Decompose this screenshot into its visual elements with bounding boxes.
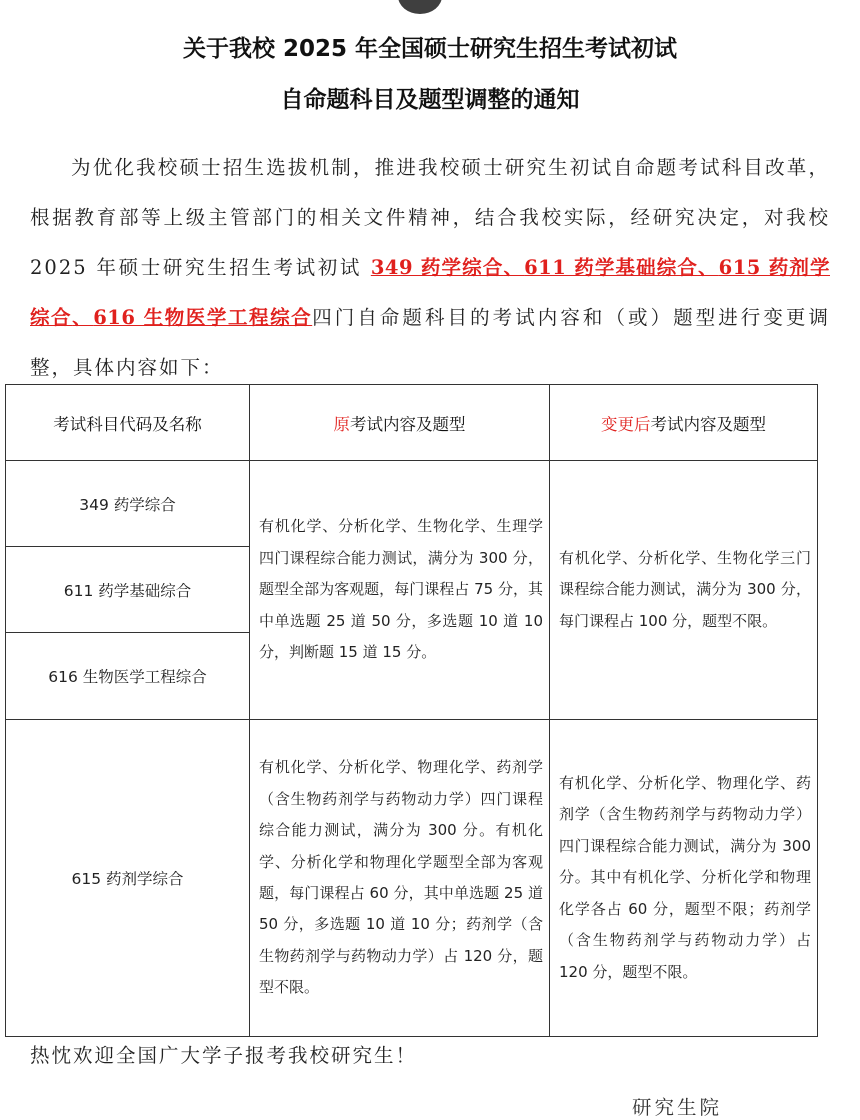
top-badge <box>398 0 442 14</box>
notice-title-line1: 关于我校 2025 年全国硕士研究生招生考试初试 <box>182 36 678 62</box>
closing-line: 热忱欢迎全国广大学子报考我校研究生！ <box>30 1044 418 1067</box>
intro-text-before: 为优化我校硕士招生选拔机制，推进我校硕士研究生初试自命题考试科目改革，根据教育部等上级主管部门的相关文件精神，结合我校实际，经研究决定，对我校 2025 年硕士研究生招生考试初试 <box>30 156 830 279</box>
header-subject: 考试科目代码及名称 <box>6 385 250 461</box>
subject-name-616: 616 生物医学工程综合 <box>6 633 250 720</box>
group1-original-content: 有机化学、分析化学、生物化学、生理学四门课程综合能力测试，满分为 300 分，题型全部为客观题，每门课程占 75 分，其中单选题 25 道 50 分，多选题 10 道 10 分，判断题 15 道 15 分。 <box>250 461 550 720</box>
separator: 、 <box>503 256 525 279</box>
subject-349-highlight: 349 药学综合 <box>370 256 504 279</box>
subject-611-highlight: 611 药学基础综合 <box>524 256 698 279</box>
group2-original-content: 有机化学、分析化学、物理化学、药剂学（含生物药剂学与药物动力学）四门课程综合能力测试，满分为 300 分。有机化学、分析化学和物理化学题型全部为客观题，每门课程占 60 分，其中单选题 25 道 50 分，多选题 10 道 10 分；药剂学（含生物药剂学与药物动力学）占 120 分，题型不限。 <box>250 720 550 1037</box>
intro-text-after: 四门自命题科目的考试内容和（或）题型进行变更调整，具体内容如下： <box>30 306 830 379</box>
signature: 研究生院 <box>632 1096 723 1119</box>
table-row <box>6 720 818 1037</box>
exam-change-table <box>5 384 818 1037</box>
intro-paragraph <box>30 143 830 393</box>
separator: 、 <box>72 306 94 329</box>
header-original-highlight: 原 <box>333 414 350 434</box>
table-row <box>6 461 818 547</box>
table-header-row <box>6 385 818 461</box>
group2-changed-content: 有机化学、分析化学、物理化学、药剂学（含生物药剂学与药物动力学）四门课程综合能力测试，满分为 300 分。其中有机化学、分析化学和物理化学各占 60 分，题型不限；药剂学（含生物药剂学与药物动力学）占 120 分，题型不限。 <box>550 720 818 1037</box>
header-changed-label: 考试内容及题型 <box>650 414 766 434</box>
notice-title-line2: 自命题科目及题型调整的通知 <box>280 87 580 113</box>
group1-changed-content: 有机化学、分析化学、生物化学三门课程综合能力测试，满分为 300 分，每门课程占 100 分，题型不限。 <box>550 461 818 720</box>
subject-615-highlight: 615 药剂学综合 <box>30 256 830 329</box>
header-changed-highlight: 变更后 <box>601 414 651 434</box>
subject-name-349: 349 药学综合 <box>6 461 250 547</box>
subject-616-highlight: 616 生物医学工程综合 <box>93 306 313 329</box>
header-changed <box>550 385 818 461</box>
header-original-label: 考试内容及题型 <box>350 414 466 434</box>
separator: 、 <box>697 256 719 279</box>
header-original <box>250 385 550 461</box>
subject-name-615: 615 药剂学综合 <box>6 720 250 1037</box>
subject-name-611: 611 药学基础综合 <box>6 547 250 633</box>
